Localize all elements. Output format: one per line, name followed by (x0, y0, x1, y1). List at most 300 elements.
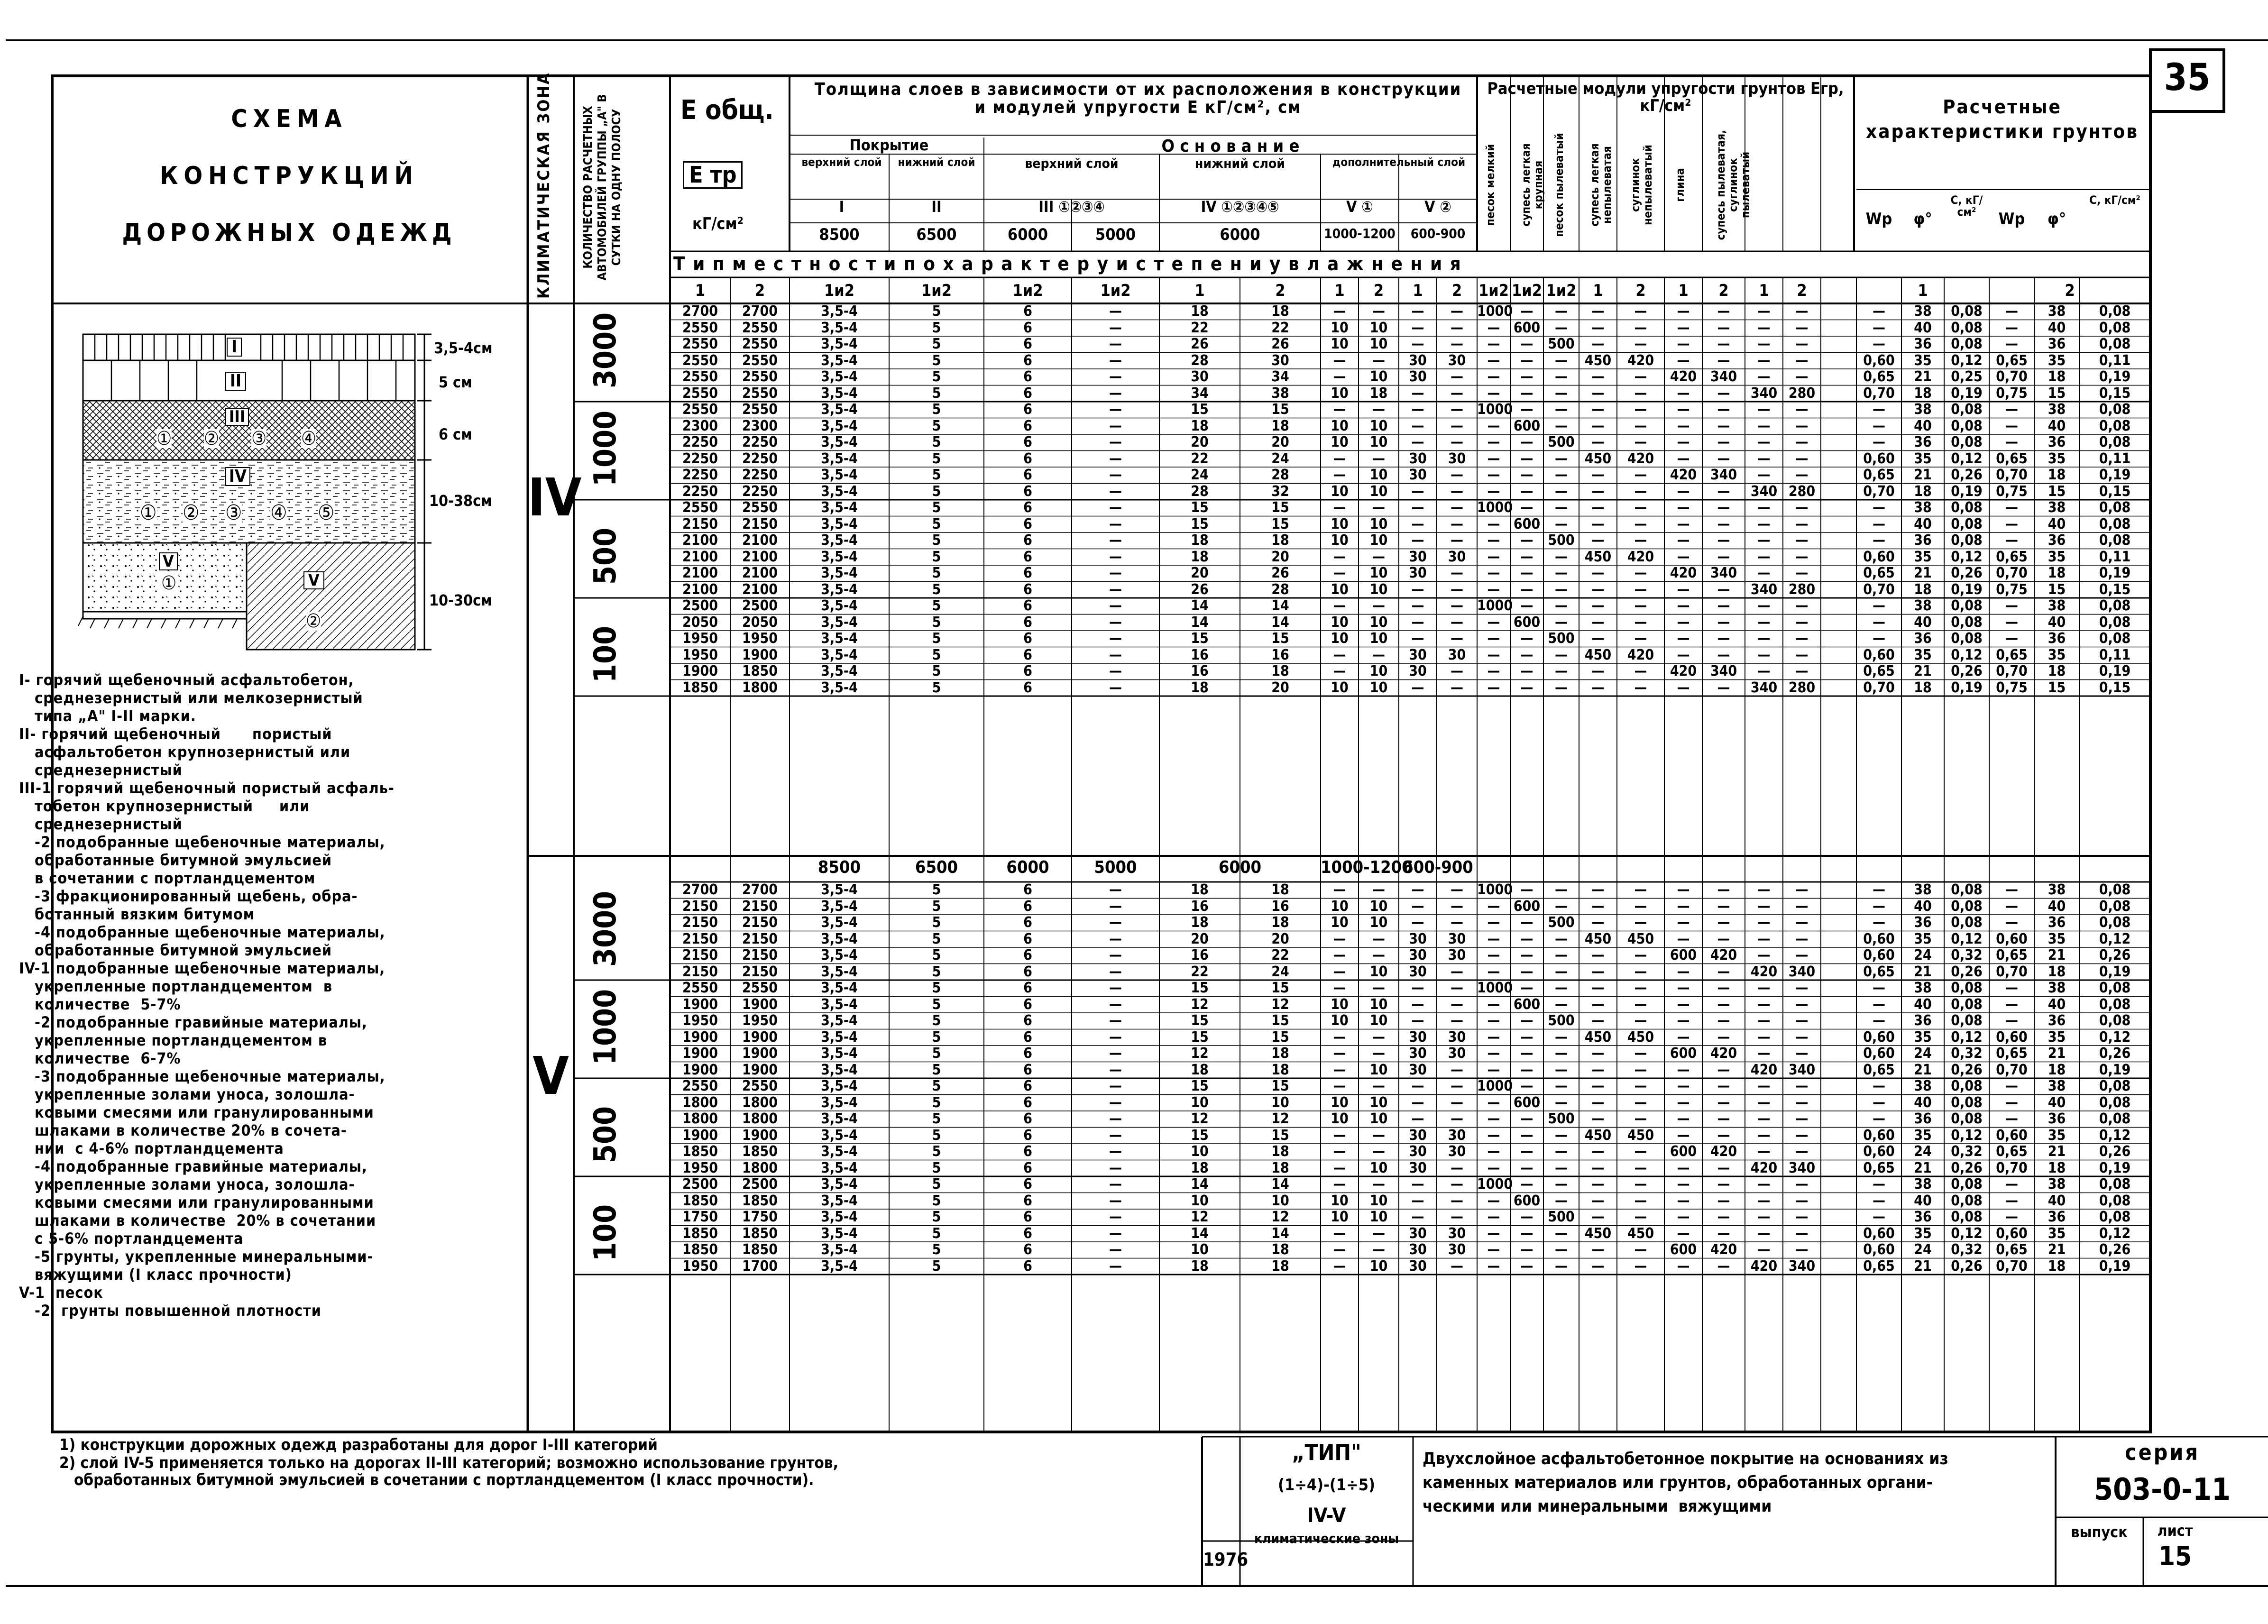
table-cell: — (1873, 319, 1885, 336)
table-cell: 20 (1271, 679, 1289, 696)
table-cell: 40 (2048, 1192, 2066, 1209)
table-cell: — (1411, 1110, 1424, 1127)
table-cell: — (1795, 947, 1809, 963)
table-cell: — (1757, 1143, 1771, 1160)
table-cell: 1800 (682, 1094, 718, 1111)
table-cell: — (1333, 352, 1346, 369)
table-cell: 0,19 (1951, 679, 1983, 696)
legend-line: укрепленные портландцементом в (19, 1031, 328, 1049)
table-cell: — (1757, 1094, 1771, 1111)
table-cell: 600 (1670, 1045, 1697, 1062)
label-c4: ④ (301, 428, 317, 450)
table-cell: 0,08 (2099, 303, 2131, 320)
table-cell: 5 (932, 1241, 941, 1258)
table-cell: 22 (1191, 450, 1209, 467)
table-cell: 0,15 (2099, 581, 2131, 598)
table-cell: — (1757, 303, 1771, 320)
table-cell: 5 (932, 499, 941, 516)
table-cell: — (1109, 1094, 1122, 1111)
label-II: II (225, 372, 246, 391)
table-cell: — (1372, 980, 1385, 996)
table-cell: 22 (1271, 319, 1289, 336)
table-cell: 0,60 (1863, 352, 1895, 369)
table-cell: — (1411, 679, 1424, 696)
table-cell: 2550 (742, 980, 778, 996)
table-cell: 2550 (682, 385, 718, 402)
table-cell: — (1487, 336, 1500, 352)
table-cell: 1000 (1477, 881, 1513, 898)
table-cell: 280 (1788, 483, 1816, 500)
table-cell: 600 (1670, 1143, 1697, 1160)
table-cell: — (1109, 434, 1122, 450)
table-cell: 2500 (682, 1176, 718, 1193)
table-cell: — (1591, 303, 1605, 320)
table-cell: 18 (2048, 467, 2066, 483)
table-cell: 10 (1331, 319, 1349, 336)
table-cell: — (1717, 1209, 1730, 1225)
table-cell: — (1520, 1225, 1533, 1242)
table-cell: 0,65 (1863, 663, 1895, 679)
table-cell: 21 (2048, 1143, 2066, 1160)
table-cell: 6 (1023, 963, 1032, 980)
table-cell: 30 (1448, 947, 1466, 963)
table-cell: 24 (1914, 1143, 1932, 1160)
table-cell: 2550 (742, 401, 778, 418)
table-cell: — (1591, 1192, 1605, 1209)
table-cell: — (1372, 303, 1385, 320)
table-cell: — (1717, 1028, 1730, 1046)
table-cell: 420 (1670, 663, 1697, 679)
table-cell: 2250 (682, 450, 718, 467)
table-cell: 18 (1191, 303, 1209, 320)
table-cell: 3,5-4 (821, 614, 858, 631)
table-cell: 0,19 (2099, 1061, 2131, 1078)
table-cell: 10 (1369, 532, 1388, 549)
table-cell: — (1717, 679, 1730, 696)
table-cell: 5 (932, 663, 941, 679)
table-cell: 10 (1369, 996, 1388, 1013)
table-cell: 2050 (682, 614, 718, 631)
table-cell: 0,60 (1863, 1143, 1895, 1160)
table-cell: 15 (1271, 1028, 1289, 1046)
zone-name: V (533, 1046, 569, 1106)
table-cell: 10 (1331, 1094, 1349, 1111)
table-cell: 0,32 (1951, 1045, 1983, 1062)
table-cell: — (1555, 450, 1568, 467)
table-cell: 12 (1271, 1110, 1289, 1127)
legend-line: нии с 4-6% портландцемента (19, 1139, 284, 1157)
table-cell: 3,5-4 (821, 336, 858, 352)
table-cell: — (1487, 1143, 1500, 1160)
table-cell: — (1873, 614, 1885, 631)
table-cell: 6 (1023, 401, 1032, 418)
table-cell: 1850 (742, 1241, 778, 1258)
table-cell: — (1757, 1176, 1771, 1193)
table-cell: 30 (1448, 930, 1466, 947)
table-cell: — (1717, 548, 1730, 565)
table-cell: 0,65 (1863, 368, 1895, 385)
table-cell: 0,60 (1863, 947, 1895, 963)
table-cell: 38 (2048, 881, 2066, 898)
table-cell: 2150 (682, 947, 718, 963)
table-cell: — (1873, 1110, 1885, 1127)
zone-v-modulus: 600-900 (1403, 858, 1473, 877)
table-cell: 3,5-4 (821, 319, 858, 336)
table-cell: 3,5-4 (821, 1159, 858, 1176)
hdr-e-tr: Е тр (683, 161, 743, 189)
table-cell: — (1717, 963, 1730, 980)
table-cell: — (1757, 1225, 1771, 1242)
table-cell: 18 (1191, 914, 1209, 931)
table-cell: 18 (1914, 483, 1932, 500)
table-cell: 35 (1914, 1028, 1932, 1046)
table-cell: — (1333, 1028, 1346, 1046)
table-cell: 15 (1271, 630, 1289, 647)
table-cell: — (1109, 581, 1122, 598)
table-cell: 36 (2048, 1012, 2066, 1029)
table-cell: — (1109, 303, 1122, 320)
table-cell: 3,5-4 (821, 914, 858, 931)
table-cell: 14 (1191, 614, 1209, 631)
table-cell: 1900 (742, 1028, 778, 1046)
table-cell: — (1109, 319, 1122, 336)
table-cell: 3,5-4 (821, 947, 858, 963)
label-V2: V (303, 571, 324, 589)
table-cell: 6 (1023, 1127, 1032, 1144)
table-cell: — (1520, 1078, 1533, 1094)
table-cell: — (1555, 614, 1568, 631)
table-cell: 1950 (682, 646, 718, 663)
type-number: 1 (1918, 281, 1928, 300)
table-cell: 280 (1788, 581, 1816, 598)
table-cell: — (1451, 1078, 1463, 1094)
table-cell: 1800 (742, 1094, 778, 1111)
table-cell: — (1372, 597, 1385, 614)
table-cell: — (1717, 499, 1730, 516)
table-cell: 5 (932, 483, 941, 500)
table-cell: 2700 (742, 303, 778, 320)
table-cell: — (1757, 1028, 1771, 1046)
table-cell: 1000 (1477, 401, 1513, 418)
table-cell: 0,32 (1951, 947, 1983, 963)
table-cell: 10 (1369, 1257, 1388, 1275)
table-cell: — (1555, 1159, 1568, 1176)
table-cell: 0,08 (1951, 319, 1983, 336)
table-cell: — (1677, 679, 1690, 696)
table-cell: 20 (1191, 565, 1209, 581)
table-cell: 10 (1331, 515, 1349, 532)
table-cell: 10 (1369, 1192, 1388, 1209)
table-cell: 420 (1670, 565, 1697, 581)
table-cell: 0,26 (1951, 467, 1983, 483)
table-cell: 2150 (682, 515, 718, 532)
table-cell: — (1873, 996, 1885, 1013)
type-number: 2 (1451, 281, 1462, 300)
table-cell: 0,70 (1863, 385, 1895, 402)
table-cell: 0,60 (1863, 1241, 1895, 1258)
table-cell: — (1333, 963, 1346, 980)
table-cell: — (1795, 663, 1809, 679)
table-cell: 10 (1369, 483, 1388, 500)
table-cell: — (1520, 646, 1533, 663)
table-cell: 6 (1023, 996, 1032, 1013)
table-cell: 0,70 (1996, 368, 2028, 385)
table-cell: — (2005, 614, 2018, 631)
table-cell: 2550 (682, 499, 718, 516)
label-III: III (225, 408, 249, 426)
table-cell: 10 (1369, 1094, 1388, 1111)
table-cell: 40 (1914, 417, 1932, 434)
table-cell: — (1795, 401, 1809, 418)
table-cell: — (1451, 532, 1463, 549)
table-cell: — (1873, 597, 1885, 614)
table-cell: — (1677, 581, 1690, 598)
table-cell: 10 (1369, 630, 1388, 647)
table-cell: — (1487, 1012, 1500, 1029)
table-cell: 0,26 (1951, 565, 1983, 581)
table-cell: 18 (1191, 679, 1209, 696)
table-cell: — (1795, 450, 1809, 467)
table-cell: 2150 (742, 947, 778, 963)
zone-name: IV (528, 467, 582, 528)
table-cell: — (1757, 881, 1771, 898)
label-I: I (227, 338, 242, 357)
table-cell: 20 (1191, 434, 1209, 450)
table-cell: 0,08 (2099, 1209, 2131, 1225)
table-cell: 3,5-4 (821, 1192, 858, 1209)
table-cell: — (1591, 319, 1605, 336)
table-cell: 5 (932, 1110, 941, 1127)
table-cell: 0,08 (2099, 1192, 2131, 1209)
table-cell: — (1520, 368, 1533, 385)
hdr-upper-layer: верхний слой (801, 156, 882, 169)
table-cell: 2550 (682, 1078, 718, 1094)
table-cell: 15 (2048, 483, 2066, 500)
legend-line: обработанные битумной эмульсией (19, 851, 332, 869)
table-cell: — (1520, 450, 1533, 467)
label-c4b: ④ (270, 501, 287, 525)
table-cell: — (1109, 963, 1122, 980)
table-cell: 1850 (682, 1241, 718, 1258)
table-cell: 1700 (742, 1257, 778, 1275)
table-cell: 0,60 (1996, 930, 2028, 947)
table-cell: 5 (932, 1078, 941, 1094)
table-cell: 0,65 (1996, 1241, 2028, 1258)
table-cell: — (1487, 368, 1500, 385)
table-cell: — (1873, 1192, 1885, 1209)
table-cell: 6 (1023, 1176, 1032, 1193)
table-cell: — (1451, 980, 1463, 996)
table-cell: 10 (1369, 963, 1388, 980)
table-cell: 0,08 (1951, 417, 1983, 434)
table-cell: 10 (1331, 914, 1349, 931)
table-cell: — (1677, 515, 1690, 532)
table-cell: 18 (1191, 1061, 1209, 1078)
table-cell: — (1677, 646, 1690, 663)
table-cell: 30 (1409, 565, 1427, 581)
table-cell: 18 (2048, 663, 2066, 679)
table-cell: — (1520, 565, 1533, 581)
table-cell: 2150 (742, 930, 778, 947)
table-cell: 15 (2048, 385, 2066, 402)
table-cell: — (1757, 1209, 1771, 1225)
table-cell: 0,26 (2099, 1241, 2131, 1258)
table-cell: — (1677, 483, 1690, 500)
table-cell: 1850 (742, 1192, 778, 1209)
table-cell: — (2005, 1078, 2018, 1094)
table-cell: — (1555, 1061, 1568, 1078)
table-cell: 1900 (682, 1061, 718, 1078)
table-cell: 6 (1023, 630, 1032, 647)
table-cell: 0,19 (2099, 1257, 2131, 1275)
table-cell: 1900 (742, 996, 778, 1013)
table-cell: — (1795, 417, 1809, 434)
table-cell: 1000 (1477, 499, 1513, 516)
table-cell: 0,08 (1951, 630, 1983, 647)
table-cell: 40 (1914, 515, 1932, 532)
table-cell: — (1520, 532, 1533, 549)
table-cell: — (1717, 1061, 1730, 1078)
table-cell: — (1634, 597, 1647, 614)
table-cell: 38 (2048, 303, 2066, 320)
table-cell: — (1873, 499, 1885, 516)
table-cell: 5 (932, 597, 941, 614)
table-cell: 18 (1271, 1257, 1289, 1275)
dim-4: 10-38см (429, 492, 492, 510)
table-cell: — (1333, 1159, 1346, 1176)
table-cell: 1950 (682, 1257, 718, 1275)
table-cell: 2100 (682, 565, 718, 581)
table-cell: — (1451, 614, 1463, 631)
table-cell: — (1109, 417, 1122, 434)
table-cell: 12 (1191, 1209, 1209, 1225)
table-cell: 0,75 (1996, 385, 2028, 402)
table-cell: — (1487, 898, 1500, 915)
table-cell: — (1634, 947, 1647, 963)
table-cell: 0,19 (2099, 663, 2131, 679)
table-cell: 0,60 (1996, 1225, 2028, 1242)
table-cell: 5 (932, 565, 941, 581)
table-cell: — (1109, 1028, 1122, 1046)
table-cell: 3,5-4 (821, 1012, 858, 1029)
table-cell: 0,19 (2099, 368, 2131, 385)
table-cell: 20 (1271, 548, 1289, 565)
table-cell: 0,15 (2099, 679, 2131, 696)
table-cell: 34 (1191, 385, 1209, 402)
table-cell: — (1109, 565, 1122, 581)
table-cell: 0,08 (1951, 1078, 1983, 1094)
table-cell: — (1677, 1110, 1690, 1127)
legend-line: -2 грунты повышенной плотности (19, 1302, 321, 1320)
table-cell: 10 (1369, 1209, 1388, 1225)
table-cell: 340 (1788, 1061, 1816, 1078)
soil-name: песок пылеватый (1552, 133, 1566, 237)
table-cell: — (1555, 996, 1568, 1013)
table-cell: 35 (2048, 450, 2066, 467)
table-cell: 15 (1191, 515, 1209, 532)
table-cell: — (1451, 663, 1463, 679)
table-cell: — (1109, 1061, 1122, 1078)
hdr-thickness: Толщина слоев в зависимости от их расположения в конструкции и модулей упругости Е кГ/см², см (814, 80, 1462, 117)
table-cell: — (1451, 1176, 1463, 1193)
table-cell: 600 (1513, 1094, 1541, 1111)
table-cell: 18 (1191, 532, 1209, 549)
table-cell: — (1591, 963, 1605, 980)
table-cell: 600 (1513, 515, 1541, 532)
table-cell: 38 (1914, 980, 1932, 996)
legend-line: I- горячий щебеночный асфальтобетон, (19, 671, 354, 689)
table-cell: — (1677, 401, 1690, 418)
table-cell: — (1757, 467, 1771, 483)
table-cell: 0,75 (1996, 581, 2028, 598)
table-cell: — (1795, 319, 1809, 336)
table-cell: — (1795, 368, 1809, 385)
table-cell: — (1451, 581, 1463, 598)
table-cell: 18 (1271, 1143, 1289, 1160)
stamp-sheet: 15 (2158, 1541, 2192, 1572)
table-cell: 450 (1584, 1225, 1612, 1242)
table-cell: 10 (1331, 1012, 1349, 1029)
table-cell: 600 (1670, 1241, 1697, 1258)
table-cell: 6 (1023, 1225, 1032, 1242)
table-cell: 2550 (742, 352, 778, 369)
table-cell: — (1487, 663, 1500, 679)
label-IV: IV (225, 467, 250, 486)
table-cell: 6 (1023, 1143, 1032, 1160)
table-cell: 500 (1548, 434, 1575, 450)
table-cell: — (1520, 1209, 1533, 1225)
table-cell: 3,5-4 (821, 1143, 858, 1160)
table-cell: 1850 (682, 1225, 718, 1242)
stamp-zones: IV-V (1307, 1504, 1346, 1527)
table-cell: — (1634, 385, 1647, 402)
table-cell: 2250 (742, 467, 778, 483)
traffic-value: 500 (588, 1106, 623, 1163)
table-cell: 15 (2048, 679, 2066, 696)
table-cell: — (2005, 532, 2018, 549)
table-cell: — (1795, 930, 1809, 947)
legend-line: -3 подобранные щебеночные материалы, (19, 1067, 386, 1085)
table-cell: — (1555, 368, 1568, 385)
table-cell: 10 (1331, 434, 1349, 450)
table-cell: — (1677, 548, 1690, 565)
table-cell: 16 (1191, 646, 1209, 663)
type-number: 2 (2065, 281, 2075, 300)
table-cell: — (1109, 1143, 1122, 1160)
table-cell: — (1717, 1094, 1730, 1111)
table-cell: 6 (1023, 1257, 1032, 1275)
table-cell: 10 (1331, 1209, 1349, 1225)
table-cell: — (1109, 980, 1122, 996)
table-cell: — (1451, 963, 1463, 980)
table-cell: 6 (1023, 1209, 1032, 1225)
table-cell: 5 (932, 1127, 941, 1144)
table-cell: — (1555, 483, 1568, 500)
table-cell: 500 (1548, 1012, 1575, 1029)
note-1: 1) конструкции дорожных одежд разработаны для дорог I-III категорий (59, 1435, 658, 1454)
table-cell: — (1677, 1209, 1690, 1225)
table-cell: 0,65 (1996, 646, 2028, 663)
table-cell: — (1795, 898, 1809, 915)
table-cell: 10 (1191, 1143, 1209, 1160)
table-cell: — (1109, 898, 1122, 915)
table-cell: 28 (1191, 352, 1209, 369)
table-cell: 450 (1627, 1028, 1654, 1046)
type-number: 1 (695, 281, 706, 300)
table-cell: 24 (1914, 1045, 1932, 1062)
table-cell: 420 (1710, 947, 1737, 963)
label-c3: ③ (251, 428, 267, 450)
